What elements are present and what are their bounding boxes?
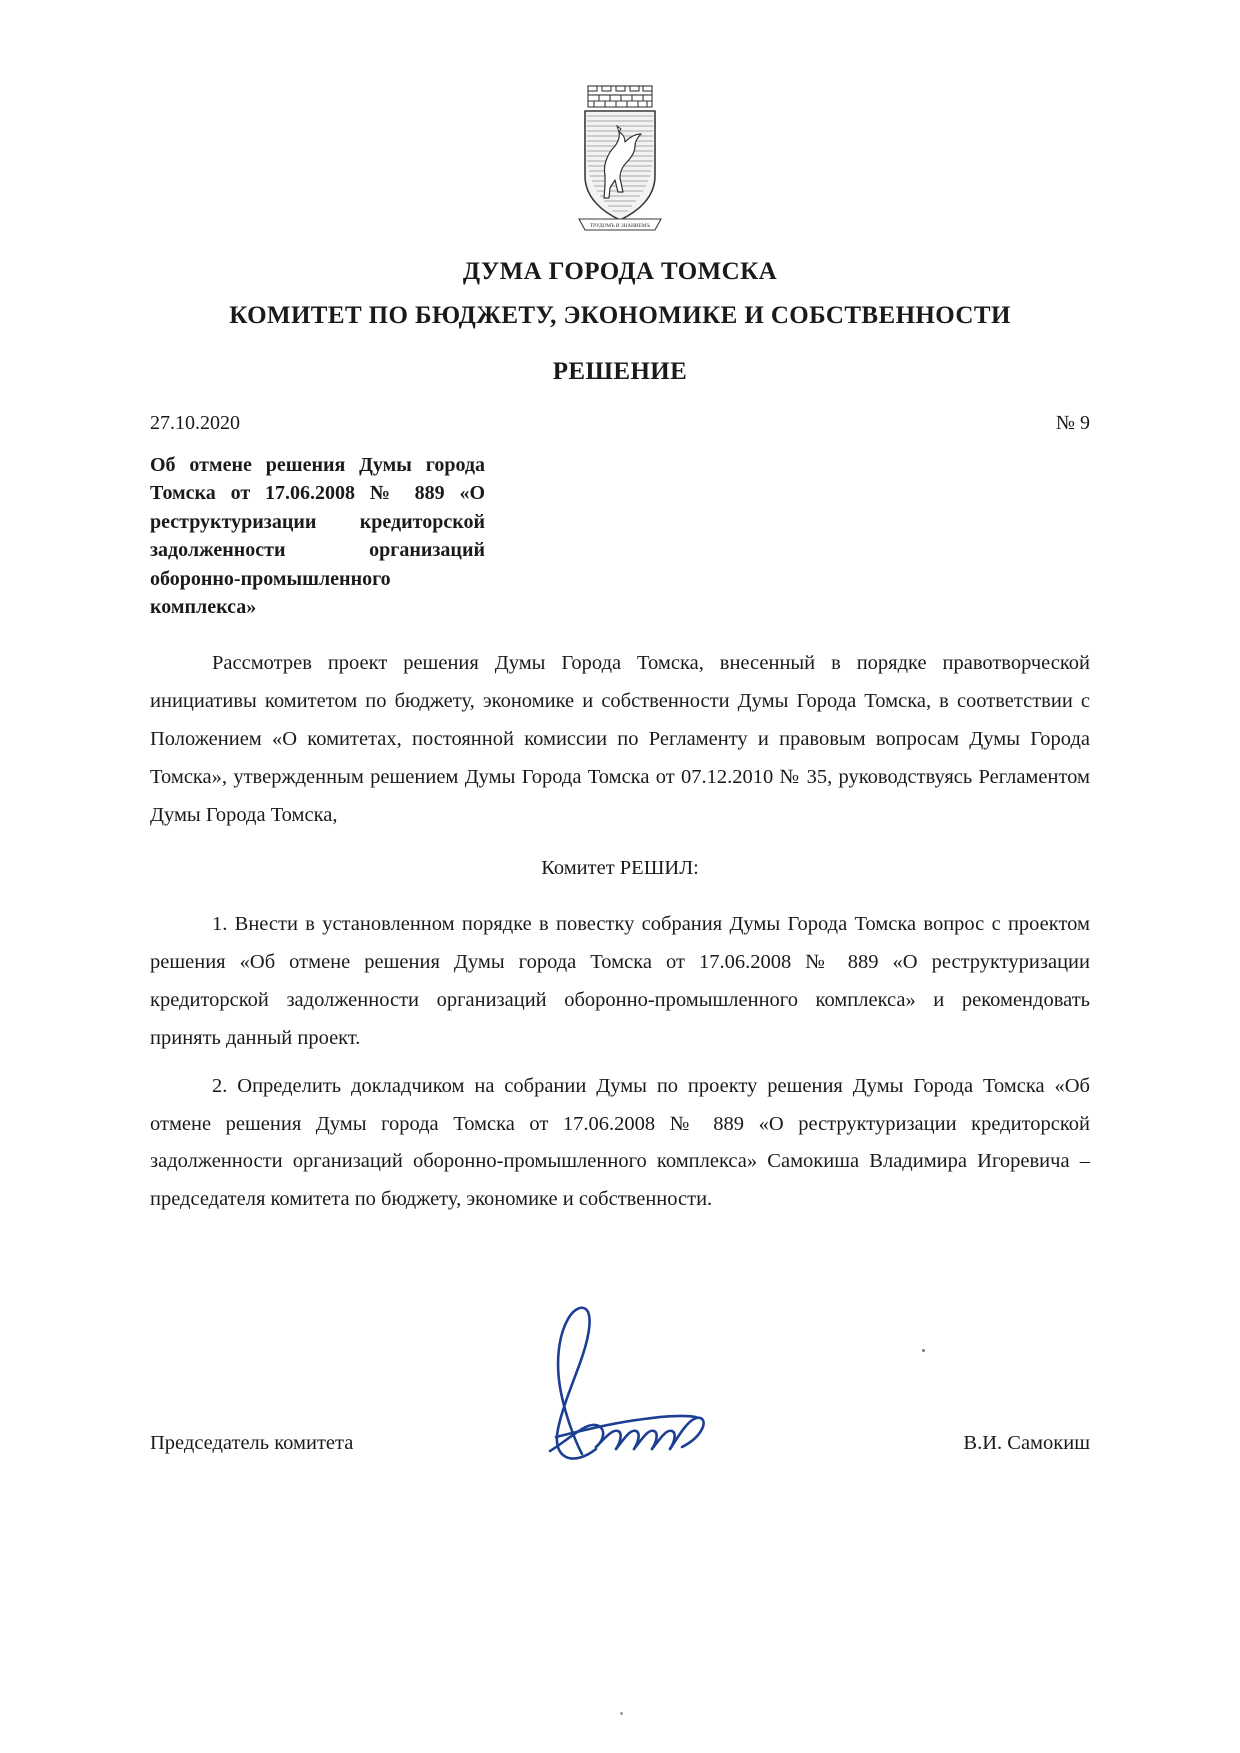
signer-name: В.И. Самокиш xyxy=(963,1432,1090,1455)
decision-line: Комитет РЕШИЛ: xyxy=(541,856,699,879)
document-date: 27.10.2020 xyxy=(150,412,240,434)
document-type: РЕШЕНИЕ xyxy=(552,358,688,385)
decision-item-1: 1. Внести в установленном порядке в повестку собрания Думы Города Томска вопрос с проектом решения «Об отмене решения Думы города Томска от 17.06.2008 № 889 «О реструктуризации кредиторской задолженности организаций оборонно-промышленного комплекса» и рекомендовать принять данный проект. xyxy=(150,912,1090,1049)
document-subject: Об отмене решения Думы города Томска от 17.06.2008 № 889 «О реструктуризации кредиторской задолженности организаций оборонно-промышленного комплекса» xyxy=(150,454,485,618)
emblem-motto: ТРУДОМЪ И ЗНАНИЕМЪ xyxy=(590,223,650,229)
page-dot-mark xyxy=(922,1349,925,1352)
organization-title: ДУМА ГОРОДА ТОМСКА xyxy=(462,258,778,285)
committee-title: КОМИТЕТ ПО БЮДЖЕТУ, ЭКОНОМИКЕ И СОБСТВЕННОСТИ xyxy=(229,302,1011,329)
signature-block xyxy=(150,1279,1090,1479)
emblem-container xyxy=(150,80,1090,240)
document-number: № 9 xyxy=(1055,412,1090,434)
footer-dot-mark xyxy=(620,1712,623,1715)
signer-position: Председатель комитета xyxy=(150,1432,354,1455)
document-meta xyxy=(150,412,1090,435)
coat-of-arms-icon xyxy=(565,80,675,240)
preamble-paragraph: Рассмотрев проект решения Думы Города Томска, внесенный в порядке правотворческой инициативы комитетом по бюджету, экономике и собственности Думы Города Томска, в соответствии с Положением «О комитетах, постоянной комиссии по Регламенту и правовым вопросам Думы Города Томска», утвержденным решением Думы Города Томска от 07.12.2010 № 35, руководствуясь Регламентом Думы Города Томска, xyxy=(150,652,1090,827)
decision-item-2: 2. Определить докладчиком на собрании Думы по проекту решения Думы Города Томска «Об отмене решения Думы города Томска от 17.06.2008 № 889 «О реструктуризации кредиторской задолженности организаций оборонно-промышленного комплекса» Самокиша Владимира Игоревича – председателя комитета по бюджету, экономике и собственности. xyxy=(150,1074,1090,1211)
signature-row xyxy=(150,1432,1090,1455)
